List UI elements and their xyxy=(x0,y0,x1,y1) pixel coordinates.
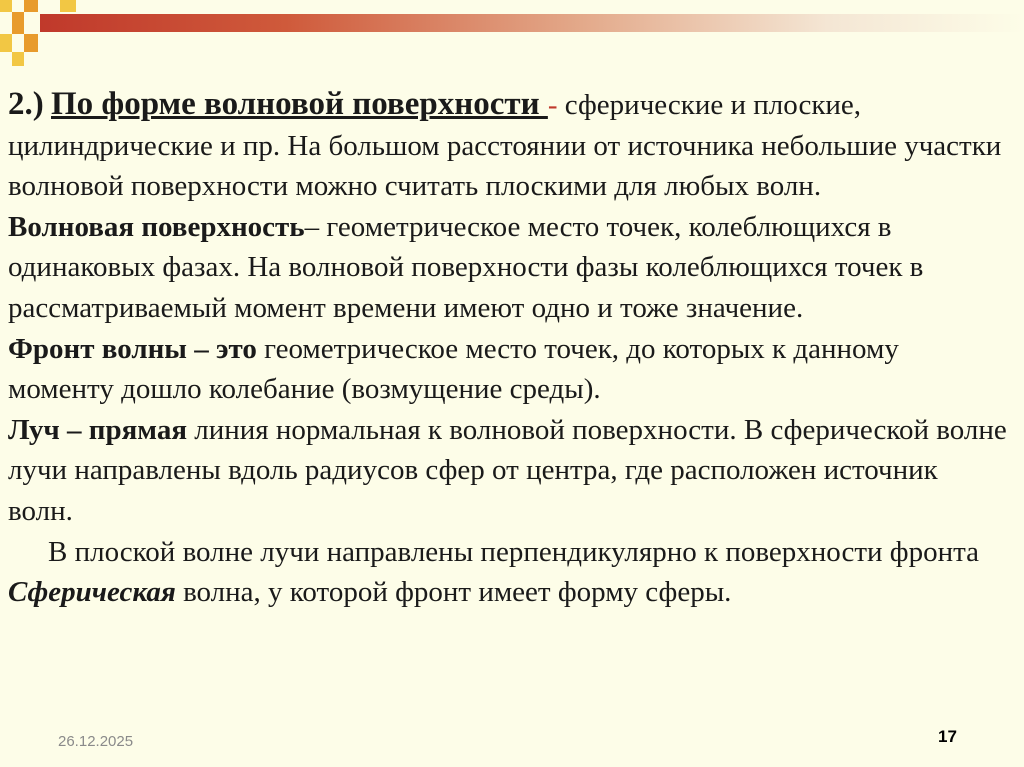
paragraph-wave-surface xyxy=(8,207,1008,329)
heading-dash: - xyxy=(547,89,565,121)
paragraph-wave-front xyxy=(8,329,1008,410)
heading-title: По форме волновой поверхности xyxy=(51,86,548,122)
term-ray: Луч – прямая xyxy=(8,413,188,446)
definition-wave-front: геометрическое место точек, до которых к данному моменту дошло колебание (возмущение среды). xyxy=(8,332,899,406)
definition-ray: линия нормальная к волновой поверхности. В сферической волне лучи направлены вдоль радиусов сфер от центра, где расположен источник волн. xyxy=(8,413,1007,527)
paragraph-forms-text: сферические и плоские, цилиндрические и пр. На большом расстоянии от источника небольшие участки волновой поверхности можно считать плоскими для любых волн. xyxy=(8,89,1002,203)
header-decoration xyxy=(0,0,1024,70)
heading-number: 2.) xyxy=(8,86,44,122)
deco-square xyxy=(60,0,76,12)
footer-date: 26.12.2025 xyxy=(58,733,134,750)
paragraph-ray xyxy=(8,410,1008,532)
paragraph-spherical xyxy=(8,572,1008,613)
term-spherical: Сферическая xyxy=(8,576,176,609)
deco-square xyxy=(12,52,24,66)
paragraph-forms xyxy=(8,84,1008,207)
term-wave-surface: Волновая поверхность xyxy=(8,210,305,243)
page-number: 17 xyxy=(938,727,957,746)
deco-square xyxy=(24,0,38,12)
deco-square xyxy=(0,0,12,12)
deco-square xyxy=(0,34,12,52)
definition-wave-surface: – геометрическое место точек, колеблющихся в одинаковых фазах. На волновой поверхности фазы колеблющихся точек в рассматриваемый момент времени имеют одно и тоже значение. xyxy=(8,210,924,324)
term-wave-front: Фронт волны – это xyxy=(8,332,257,365)
header-gradient-bar xyxy=(40,14,1024,32)
slide-content xyxy=(8,84,1008,613)
definition-spherical: волна, у которой фронт имеет форму сферы. xyxy=(175,576,732,609)
paragraph-plane-wave: В плоской волне лучи направлены перпендикулярно к поверхности фронта xyxy=(48,535,980,568)
deco-square xyxy=(12,12,24,34)
deco-square xyxy=(24,34,38,52)
